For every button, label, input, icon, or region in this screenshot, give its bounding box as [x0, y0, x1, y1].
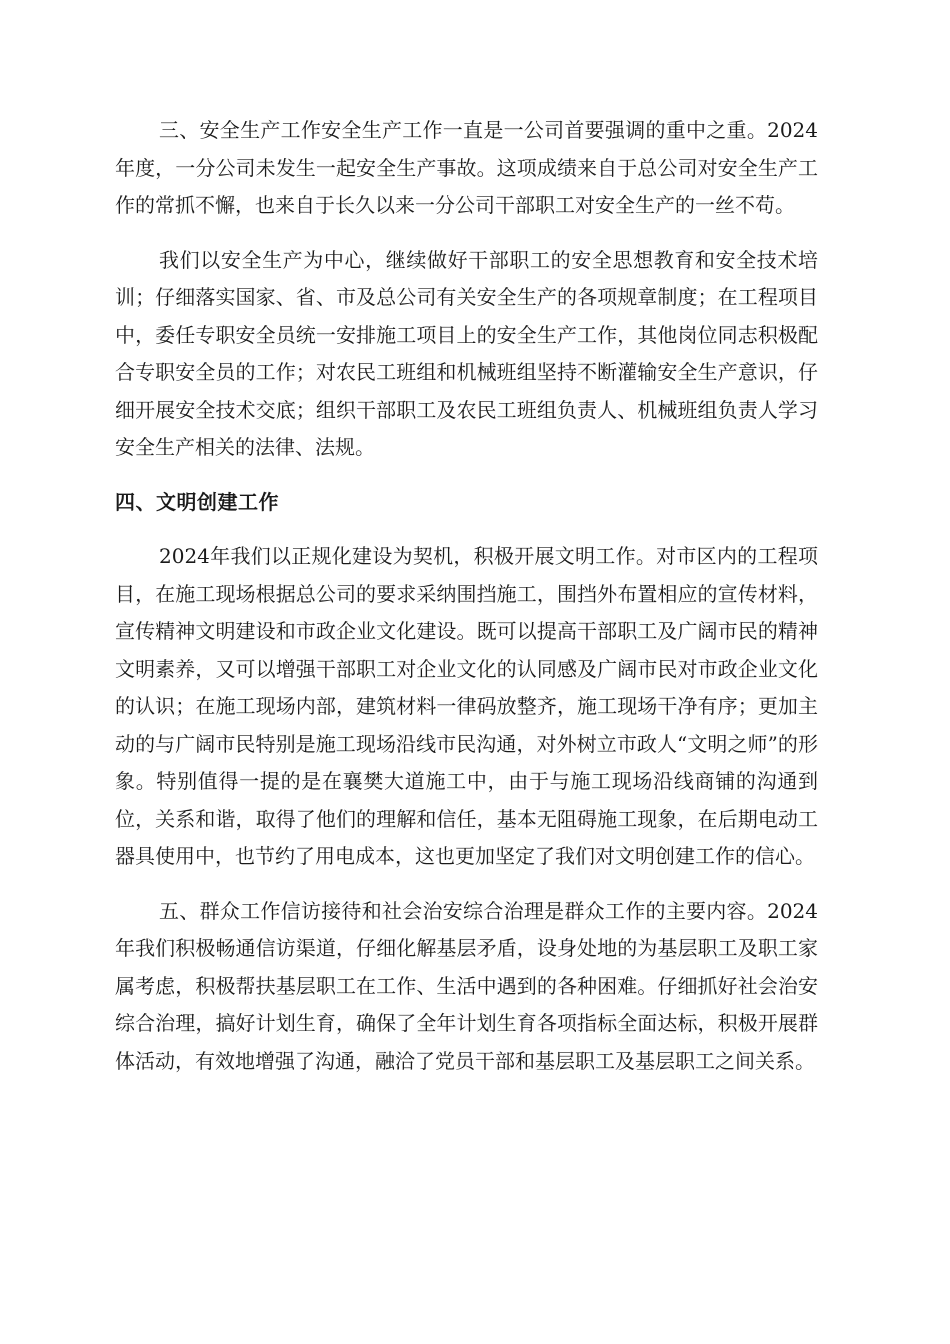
paragraph-mass-work: 五、群众工作信访接待和社会治安综合治理是群众工作的主要内容。2024年我们积极畅通信访渠道，仔细化解基层矛盾，设身处地的为基层职工及职工家属考虑，积极帮扶基层职工在工作、生活中遇到的各种困难。仔细抓好社会治安综合治理，搞好计划生育，确保了全年计划生育各项指标全面达标，积极开展群体活动，有效地增强了沟通，融洽了党员干部和基层职工及基层职工之间关系。	[115, 898, 818, 1073]
paragraph-safety-production: 三、安全生产工作安全生产工作一直是一公司首要强调的重中之重。2024年度，一分公司未发生一起安全生产事故。这项成绩来自于总公司对安全生产工作的常抓不懈，也来自于长久以来一分公司干部职工对安全生产的一丝不苟。	[115, 118, 818, 217]
paragraph-civilization-work: 2024年我们以正规化建设为契机，积极开展文明工作。对市区内的工程项目，在施工现场根据总公司的要求采纳围挡施工，围挡外布置相应的宣传材料，宣传精神文明建设和市政企业文化建设。既可以提高干部职工及广阔市民的精神文明素养，又可以增强干部职工对企业文化的认同感及广阔市民对市政企业文化的认识；在施工现场内部，建筑材料一律码放整齐，施工现场干净有序；更加主动的与广阔市民特别是施工现场沿线市民沟通，对外树立市政人“文明之师”的形象。特别值得一提的是在襄樊大道施工中，由于与施工现场沿线商铺的沟通到位，关系和谐，取得了他们的理解和信任，基本无阻碍施工现象，在后期电动工器具使用中，也节约了用电成本，这也更加坚定了我们对文明创建工作的信心。	[115, 544, 818, 868]
paragraph-safety-measures: 我们以安全生产为中心，继续做好干部职工的安全思想教育和安全技术培训；仔细落实国家、省、市及总公司有关安全生产的各项规章制度；在工程项目中，委任专职安全员统一安排施工项目上的安全生产工作，其他岗位同志积极配合专职安全员的工作；对农民工班组和机械班组坚持不断灌输安全生产意识，仔细开展安全技术交底；组织干部职工及农民工班组负责人、机械班组负责人学习安全生产相关的法律、法规。	[115, 247, 818, 459]
section-heading-civilization: 四、文明创建工作	[115, 489, 279, 514]
document-body	[115, 112, 818, 1097]
